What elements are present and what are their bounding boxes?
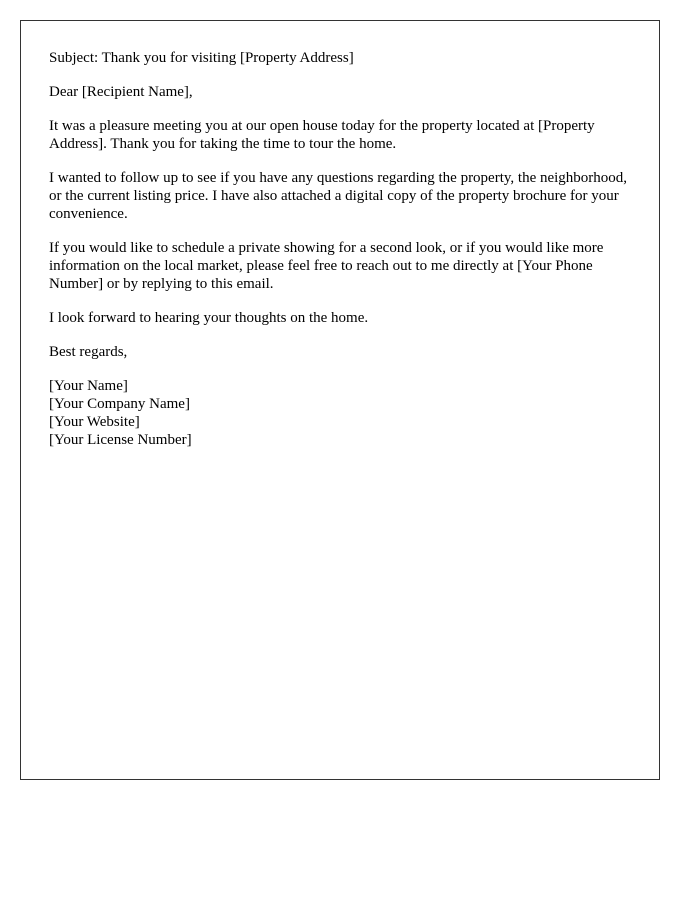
letter-paragraph-closing-remark: I look forward to hearing your thoughts on the home.: [49, 310, 369, 326]
signature-block: [49, 377, 639, 449]
signature-name: [Your Name]: [49, 378, 128, 394]
letter-frame: [20, 20, 660, 780]
letter-paragraph-followup: I wanted to follow up to see if you have any questions regarding the property, the neighborhood, or the current listing price. I have also attached a digital copy of the property brochure for your convenience.: [49, 170, 628, 222]
signature-website: [Your Website]: [49, 414, 140, 430]
signature-company: [Your Company Name]: [49, 396, 190, 412]
letter-paragraph-contact: If you would like to schedule a private showing for a second look, or if you would like more information on the local market, please feel free to reach out to me directly at [Your Phone Number] or by replying to this email.: [49, 240, 604, 292]
letter-paragraph-intro: It was a pleasure meeting you at our open house today for the property located at [Property Address]. Thank you for taking the time to tour the home.: [49, 118, 595, 152]
letter-body: [49, 49, 639, 449]
letter-subject: Subject: Thank you for visiting [Property Address]: [49, 50, 354, 66]
signature-license: [Your License Number]: [49, 432, 192, 448]
letter-closing: Best regards,: [49, 344, 128, 360]
letter-greeting: Dear [Recipient Name],: [49, 84, 193, 100]
